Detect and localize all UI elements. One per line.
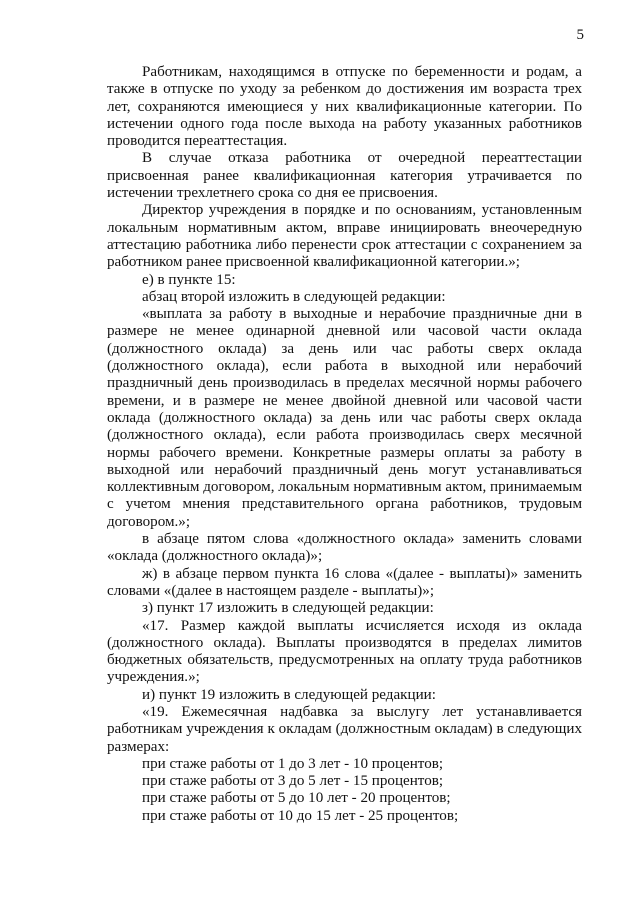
paragraph: ж) в абзаце первом пункта 16 слова «(далее - выплаты)» заменить словами «(далее в настоящем разделе - выплаты)»; (107, 565, 582, 599)
list-item: при стаже работы от 1 до 3 лет - 10 процентов; (142, 755, 444, 772)
paragraph: Директор учреждения в порядке и по основаниям, установленным локальным нормативным актом, вправе инициировать внеочередную аттестацию работника либо перенести срок аттестации с сохранением за работником ранее присвоенной квалификационной категории.»; (107, 202, 582, 271)
list-item: при стаже работы от 5 до 10 лет - 20 процентов; (142, 790, 451, 807)
list-item: при стаже работы от 10 до 15 лет - 25 процентов; (142, 807, 459, 824)
page-number: 5 (576, 27, 584, 43)
list-item: при стаже работы от 3 до 5 лет - 15 процентов; (142, 773, 444, 790)
paragraph: и) пункт 19 изложить в следующей редакции: (142, 686, 436, 703)
paragraph: з) пункт 17 изложить в следующей редакции: (142, 600, 434, 617)
paragraph: «выплата за работу в выходные и нерабочие праздничные дни в размере не менее одинарной дневной или часовой части оклада (должностного оклада) за день или час работы сверх оклада (должностного оклада), если работа в выходной или нерабочий праздничный день производилась в пределах месячной нормы рабочего времени, и в размере не менее двойной дневной или часовой части оклада (должностного оклада) за день или час работы сверх оклада (должностного оклада), если работа производилась сверх месячной нормы рабочего времени. Конкретные размеры оплаты за работу в выходной или нерабочий праздничный день могут устанавливаться коллективным договором, локальным нормативным актом, принимаемым с учетом мнения представительного органа работников, трудовым договором.»; (107, 306, 582, 530)
paragraph: в абзаце пятом слова «должностного оклада» заменить словами «оклада (должностного оклада)»; (107, 531, 582, 565)
paragraph: Работникам, находящимся в отпуске по беременности и родам, а также в отпуске по уходу за ребенком до достижения им возраста трех лет, сохраняются имеющиеся у них квалификационные категории. По истечении одного года после выхода на работу указанных работников проводится переаттестация. (107, 64, 582, 150)
paragraph: абзац второй изложить в следующей редакции: (142, 288, 446, 305)
paragraph: «19. Ежемесячная надбавка за выслугу лет устанавливается работникам учреждения к окладам (должностным окладам) в следующих размерах: (107, 703, 582, 755)
document-body (107, 64, 582, 825)
paragraph: В случае отказа работника от очередной переаттестации присвоенная ранее квалификационная категория утрачивается по истечении трехлетнего срока со дня ее присвоения. (107, 150, 582, 202)
paragraph: е) в пункте 15: (142, 271, 236, 288)
paragraph: «17. Размер каждой выплаты исчисляется исходя из оклада (должностного оклада). Выплаты производятся в пределах лимитов бюджетных обязательств, предусмотренных на оплату труда работников учреждения.»; (107, 617, 582, 686)
